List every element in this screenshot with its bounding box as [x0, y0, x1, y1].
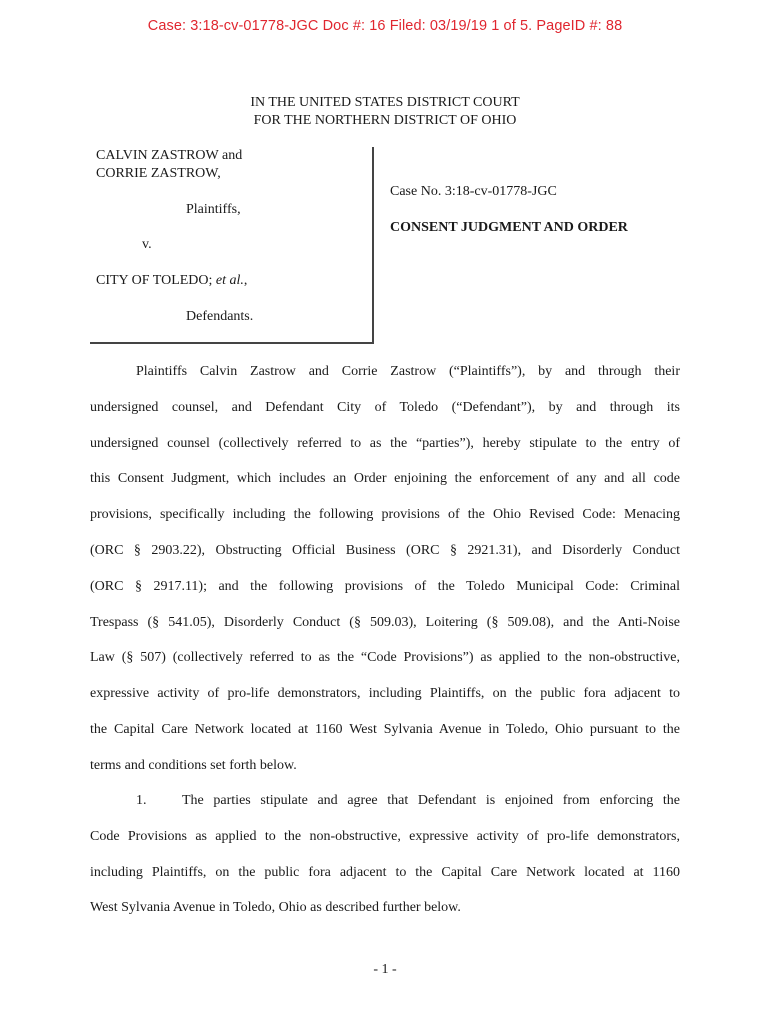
case-header-stamp: Case: 3:18-cv-01778-JGC Doc #: 16 Filed: 03/19/19 1 of 5. PageID #: 88	[147, 18, 623, 34]
para1-line: expressive activity of pro-life demonstrators, including Plaintiffs, on the public fora adjacent to	[90, 686, 680, 701]
court-title	[0, 94, 770, 130]
para1-line: provisions, specifically including the following provisions of the Ohio Revised Code: Menacing	[90, 507, 680, 522]
para2-line: Code Provisions as applied to the non-obstructive, expressive activity of pro-life demonstrators,	[90, 829, 680, 844]
para1-line: Trespass (§ 541.05), Disorderly Conduct (§ 509.03), Loitering (§ 509.08), and the Anti-Noise	[90, 615, 680, 630]
caption-plaintiffs	[96, 147, 372, 183]
versus-label: v.	[142, 237, 152, 252]
para1-line: undersigned counsel, and Defendant City of Toledo (“Defendant”), by and through its	[90, 400, 680, 415]
court-title-line-2: FOR THE NORTHERN DISTRICT OF OHIO	[253, 113, 517, 128]
para1-line: this Consent Judgment, which includes an Order enjoining the enforcement of any and all code	[90, 471, 680, 486]
para2-number: 1.	[136, 793, 147, 808]
document-title: CONSENT JUDGMENT AND ORDER	[390, 220, 628, 235]
defendant-et-al: et al.	[215, 273, 244, 288]
page-number: - 1 -	[373, 962, 397, 977]
para1-line: terms and conditions set forth below.	[90, 758, 297, 773]
plaintiff-name-line-1: CALVIN ZASTROW and	[96, 148, 243, 163]
case-number: Case No. 3:18-cv-01778-JGC	[390, 184, 557, 199]
para1-line: Law (§ 507) (collectively referred to as the “Code Provisions”) as applied to the non-obstructive,	[90, 650, 680, 665]
caption-horizontal-divider	[90, 342, 374, 344]
plaintiffs-role-label: Plaintiffs,	[186, 202, 241, 217]
para1-line: Plaintiffs Calvin Zastrow and Corrie Zastrow (“Plaintiffs”), by and through their	[136, 364, 680, 379]
para2-line: West Sylvania Avenue in Toledo, Ohio as described further below.	[90, 900, 461, 915]
defendant-comma: ,	[243, 273, 248, 288]
defendants-role-label: Defendants.	[186, 309, 254, 324]
plaintiff-name-line-2: CORRIE ZASTROW,	[96, 166, 221, 181]
caption-vertical-divider	[372, 147, 374, 343]
para1-line: undersigned counsel (collectively referred to as the “parties”), hereby stipulate to the entry of	[90, 436, 680, 451]
court-title-line-1: IN THE UNITED STATES DISTRICT COURT	[250, 95, 520, 110]
defendant-name	[96, 273, 247, 289]
para1-line: the Capital Care Network located at 1160 West Sylvania Avenue in Toledo, Ohio pursuant to the	[90, 722, 680, 737]
defendant-name-text: CITY OF TOLEDO;	[96, 273, 213, 288]
para2-line: The parties stipulate and agree that Defendant is enjoined from enforcing the	[182, 793, 680, 808]
para1-line: (ORC § 2903.22), Obstructing Official Business (ORC § 2921.31), and Disorderly Conduct	[90, 543, 680, 558]
para2-line: including Plaintiffs, on the public fora adjacent to the Capital Care Network located at 1160	[90, 865, 680, 880]
para1-line: (ORC § 2917.11); and the following provisions of the Toledo Municipal Code: Criminal	[90, 579, 680, 594]
